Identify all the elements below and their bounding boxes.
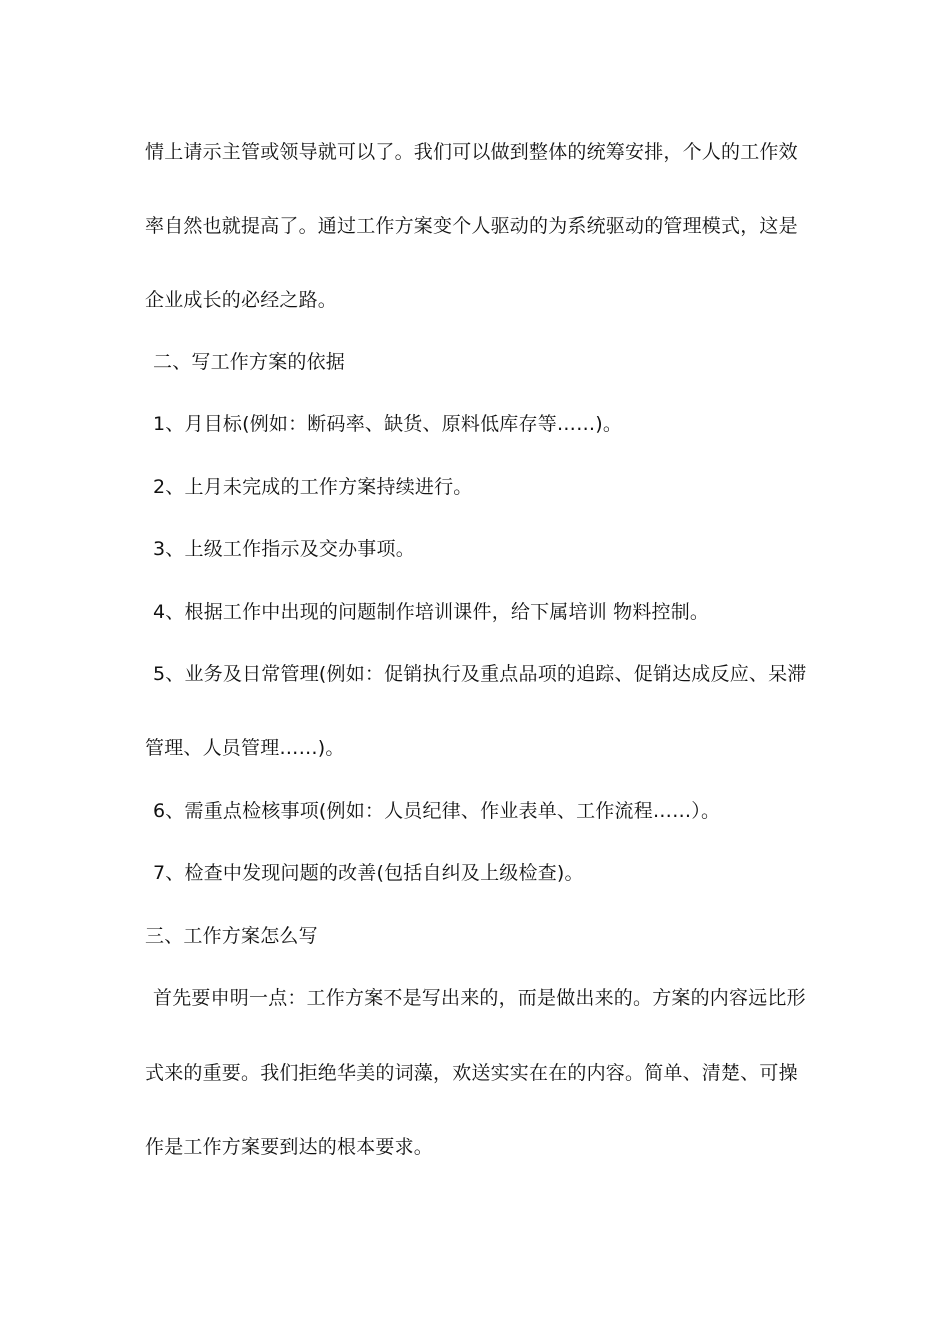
- list-item-continuation: 管理、人员管理……)。: [145, 737, 345, 759]
- list-item: 4、根据工作中出现的问题制作培训课件，给下属培训 物料控制。: [153, 601, 710, 623]
- paragraph-line: 企业成长的必经之路。: [145, 289, 338, 311]
- paragraph-line: 首先要申明一点：工作方案不是写出来的，而是做出来的。方案的内容远比形: [153, 987, 806, 1009]
- paragraph-line: 作是工作方案要到达的根本要求。: [145, 1136, 434, 1158]
- list-item: 2、上月未完成的工作方案持续进行。: [153, 476, 473, 498]
- list-item: 7、检查中发现问题的改善(包括自纠及上级检查)。: [153, 862, 584, 884]
- section-heading: 二、写工作方案的依据: [153, 351, 346, 373]
- paragraph-line: 情上请示主管或领导就可以了。我们可以做到整体的统筹安排，个人的工作效: [145, 141, 798, 163]
- section-heading: 三、工作方案怎么写: [145, 925, 318, 947]
- list-item: 5、业务及日常管理(例如：促销执行及重点品项的追踪、促销达成反应、呆滞: [153, 663, 807, 685]
- list-item: 6、需重点检核事项(例如：人员纪律、作业表单、工作流程……）。: [153, 800, 721, 822]
- paragraph-line: 率自然也就提高了。通过工作方案变个人驱动的为系统驱动的管理模式，这是: [145, 215, 798, 237]
- list-item: 1、月目标(例如：断码率、缺货、原料低库存等……)。: [153, 413, 623, 435]
- paragraph-line: 式来的重要。我们拒绝华美的词藻，欢送实实在在的内容。简单、清楚、可操: [145, 1062, 798, 1084]
- list-item: 3、上级工作指示及交办事项。: [153, 538, 415, 560]
